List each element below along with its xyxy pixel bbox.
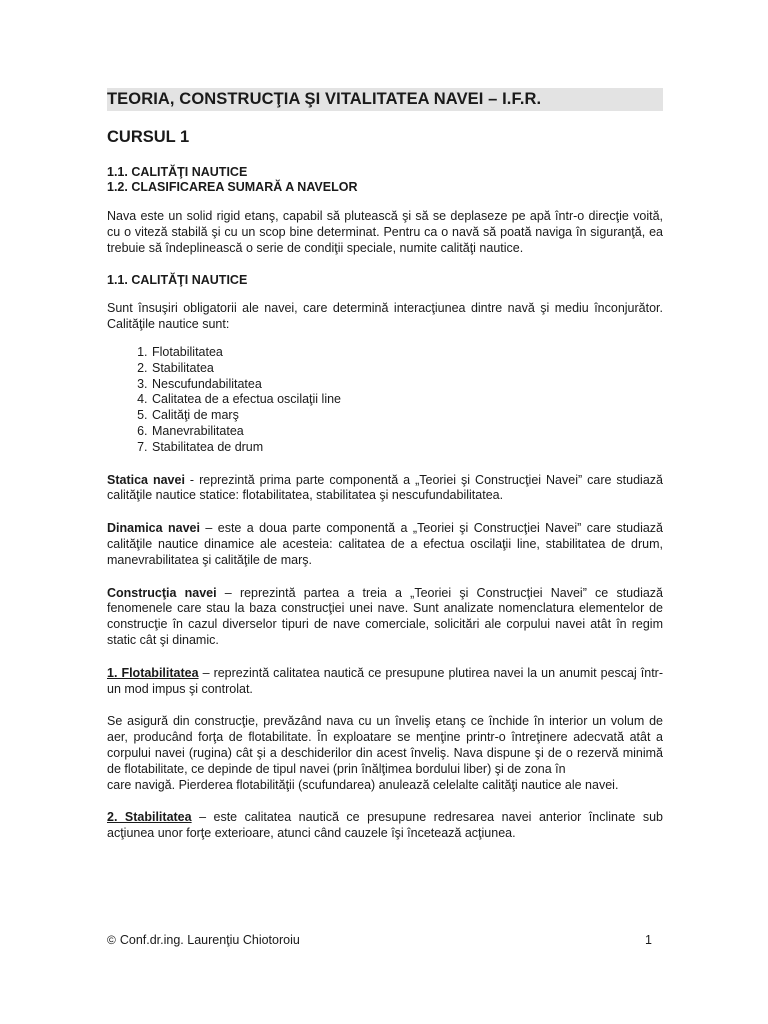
flotabilitatea-paragraph bbox=[107, 666, 663, 698]
constructia-paragraph bbox=[107, 586, 663, 649]
footer-copyright bbox=[107, 933, 300, 948]
footer-author: Conf.dr.ing. Laurenţiu Chiotoroiu bbox=[119, 933, 300, 947]
flotabilitatea-detail-continuation: care navigă. Pierderea flotabilităţii (scufundarea) anulează celelalte calităţi nautice ale navei. bbox=[107, 777, 619, 792]
list-item: 4. Calitatea de a efectua oscilaţii line bbox=[151, 392, 663, 408]
list-item: 6. Manevrabilitatea bbox=[151, 424, 663, 440]
flotabilitatea-term: 1. Flotabilitatea bbox=[107, 665, 199, 680]
stabilitatea-term: 2. Stabilitatea bbox=[107, 810, 192, 825]
constructia-term: Construcţia navei bbox=[107, 585, 217, 600]
list-item: 7. Stabilitatea de drum bbox=[151, 440, 663, 456]
section-heading: 1.1. CALITĂŢI NAUTICE bbox=[107, 273, 248, 288]
list-item: 5. Calităţi de marş bbox=[151, 408, 663, 424]
constructia-text: – reprezintă partea a treia a „Teoriei şi Construcţiei Navei” ce studiază fenomenele care stau la baza construcţiei unei nave. Sunt analizate nomenclatura elementelor de construcţie în cazul diverselor tipuri de nave comerciale, solicitări ale corpului navei atât în regim static cât şi dinamic. bbox=[107, 585, 663, 647]
statica-paragraph bbox=[107, 473, 663, 505]
list-item: 3. Nescufundabilitatea bbox=[151, 377, 663, 393]
statica-text: - reprezintă prima parte componentă a „Teoriei şi Construcţiei Navei” care studiază calităţile nautice statice: flotabilitatea, stabilitatea şi nescufundabilitatea. bbox=[107, 472, 663, 503]
list-item: 1. Flotabilitatea bbox=[151, 345, 663, 361]
document-page bbox=[107, 88, 663, 842]
statica-term: Statica navei bbox=[107, 472, 185, 487]
page-number: 1 bbox=[645, 933, 652, 947]
dinamica-text: – este a doua parte componentă a „Teoriei şi Construcţiei Navei” care studiază calităţile nautice dinamice ale acesteia: calitatea de a efectua oscilaţii line, stabilitatea de drum, manevrabilitatea şi calităţile de marş. bbox=[107, 521, 664, 567]
section-item: 1.1. CALITĂŢI NAUTICE bbox=[107, 165, 248, 179]
course-heading: CURSUL 1 bbox=[107, 128, 190, 146]
dinamica-term: Dinamica navei bbox=[107, 521, 200, 536]
section-item: 1.2. CLASIFICAREA SUMARĂ A NAVELOR bbox=[107, 180, 358, 194]
stabilitatea-text: – este calitatea nautică ce presupune redresarea navei anterior înclinate sub acţiunea unor forţe exterioare, atunci când cauzele îşi încetează acţiunea. bbox=[107, 810, 663, 841]
section-intro-paragraph: Sunt însuşiri obligatorii ale navei, care determină interacţiunea dintre navă şi mediu înconjurător. Calităţile nautice sunt: bbox=[107, 301, 663, 332]
stabilitatea-paragraph bbox=[107, 810, 663, 842]
flotabilitatea-detail-paragraph: Se asigură din construcţie, prevăzând nava cu un înveliş etanş ce închide în interior un volum de aer, producând forţa de flotabilitate. În exploatare se menţine printr-o întreţinere adecvată atât a corpului navei (rugina) cât şi a deschiderilor din acest înveliş. Nava dispune şi de o rezervă minimă de flotabilitate, ce depinde de tipul navei (prin înălţimea bordului liber) şi de zona în bbox=[107, 714, 663, 776]
dinamica-paragraph bbox=[107, 521, 663, 568]
qualities-list bbox=[107, 345, 663, 456]
list-item: 2. Stabilitatea bbox=[151, 361, 663, 377]
intro-paragraph: Nava este un solid rigid etanş, capabil să plutească şi să se deplaseze pe apă într-o direcţie voită, cu o viteză stabilă şi cu un scop bine determinat. Pentru ca o navă să poată naviga în siguranţă, ea trebuie să îndeplinească o serie de condiţii speciale, numite calităţi nautice. bbox=[107, 209, 663, 255]
flotabilitatea-text: – reprezintă calitatea nautică ce presupune plutirea navei la un anumit pescaj într-un mod impus şi controlat. bbox=[107, 665, 664, 696]
document-title: TEORIA, CONSTRUCŢIA ŞI VITALITATEA NAVEI – I.F.R. bbox=[107, 88, 663, 111]
copyright-icon: © bbox=[107, 933, 116, 947]
section-list bbox=[107, 165, 663, 195]
